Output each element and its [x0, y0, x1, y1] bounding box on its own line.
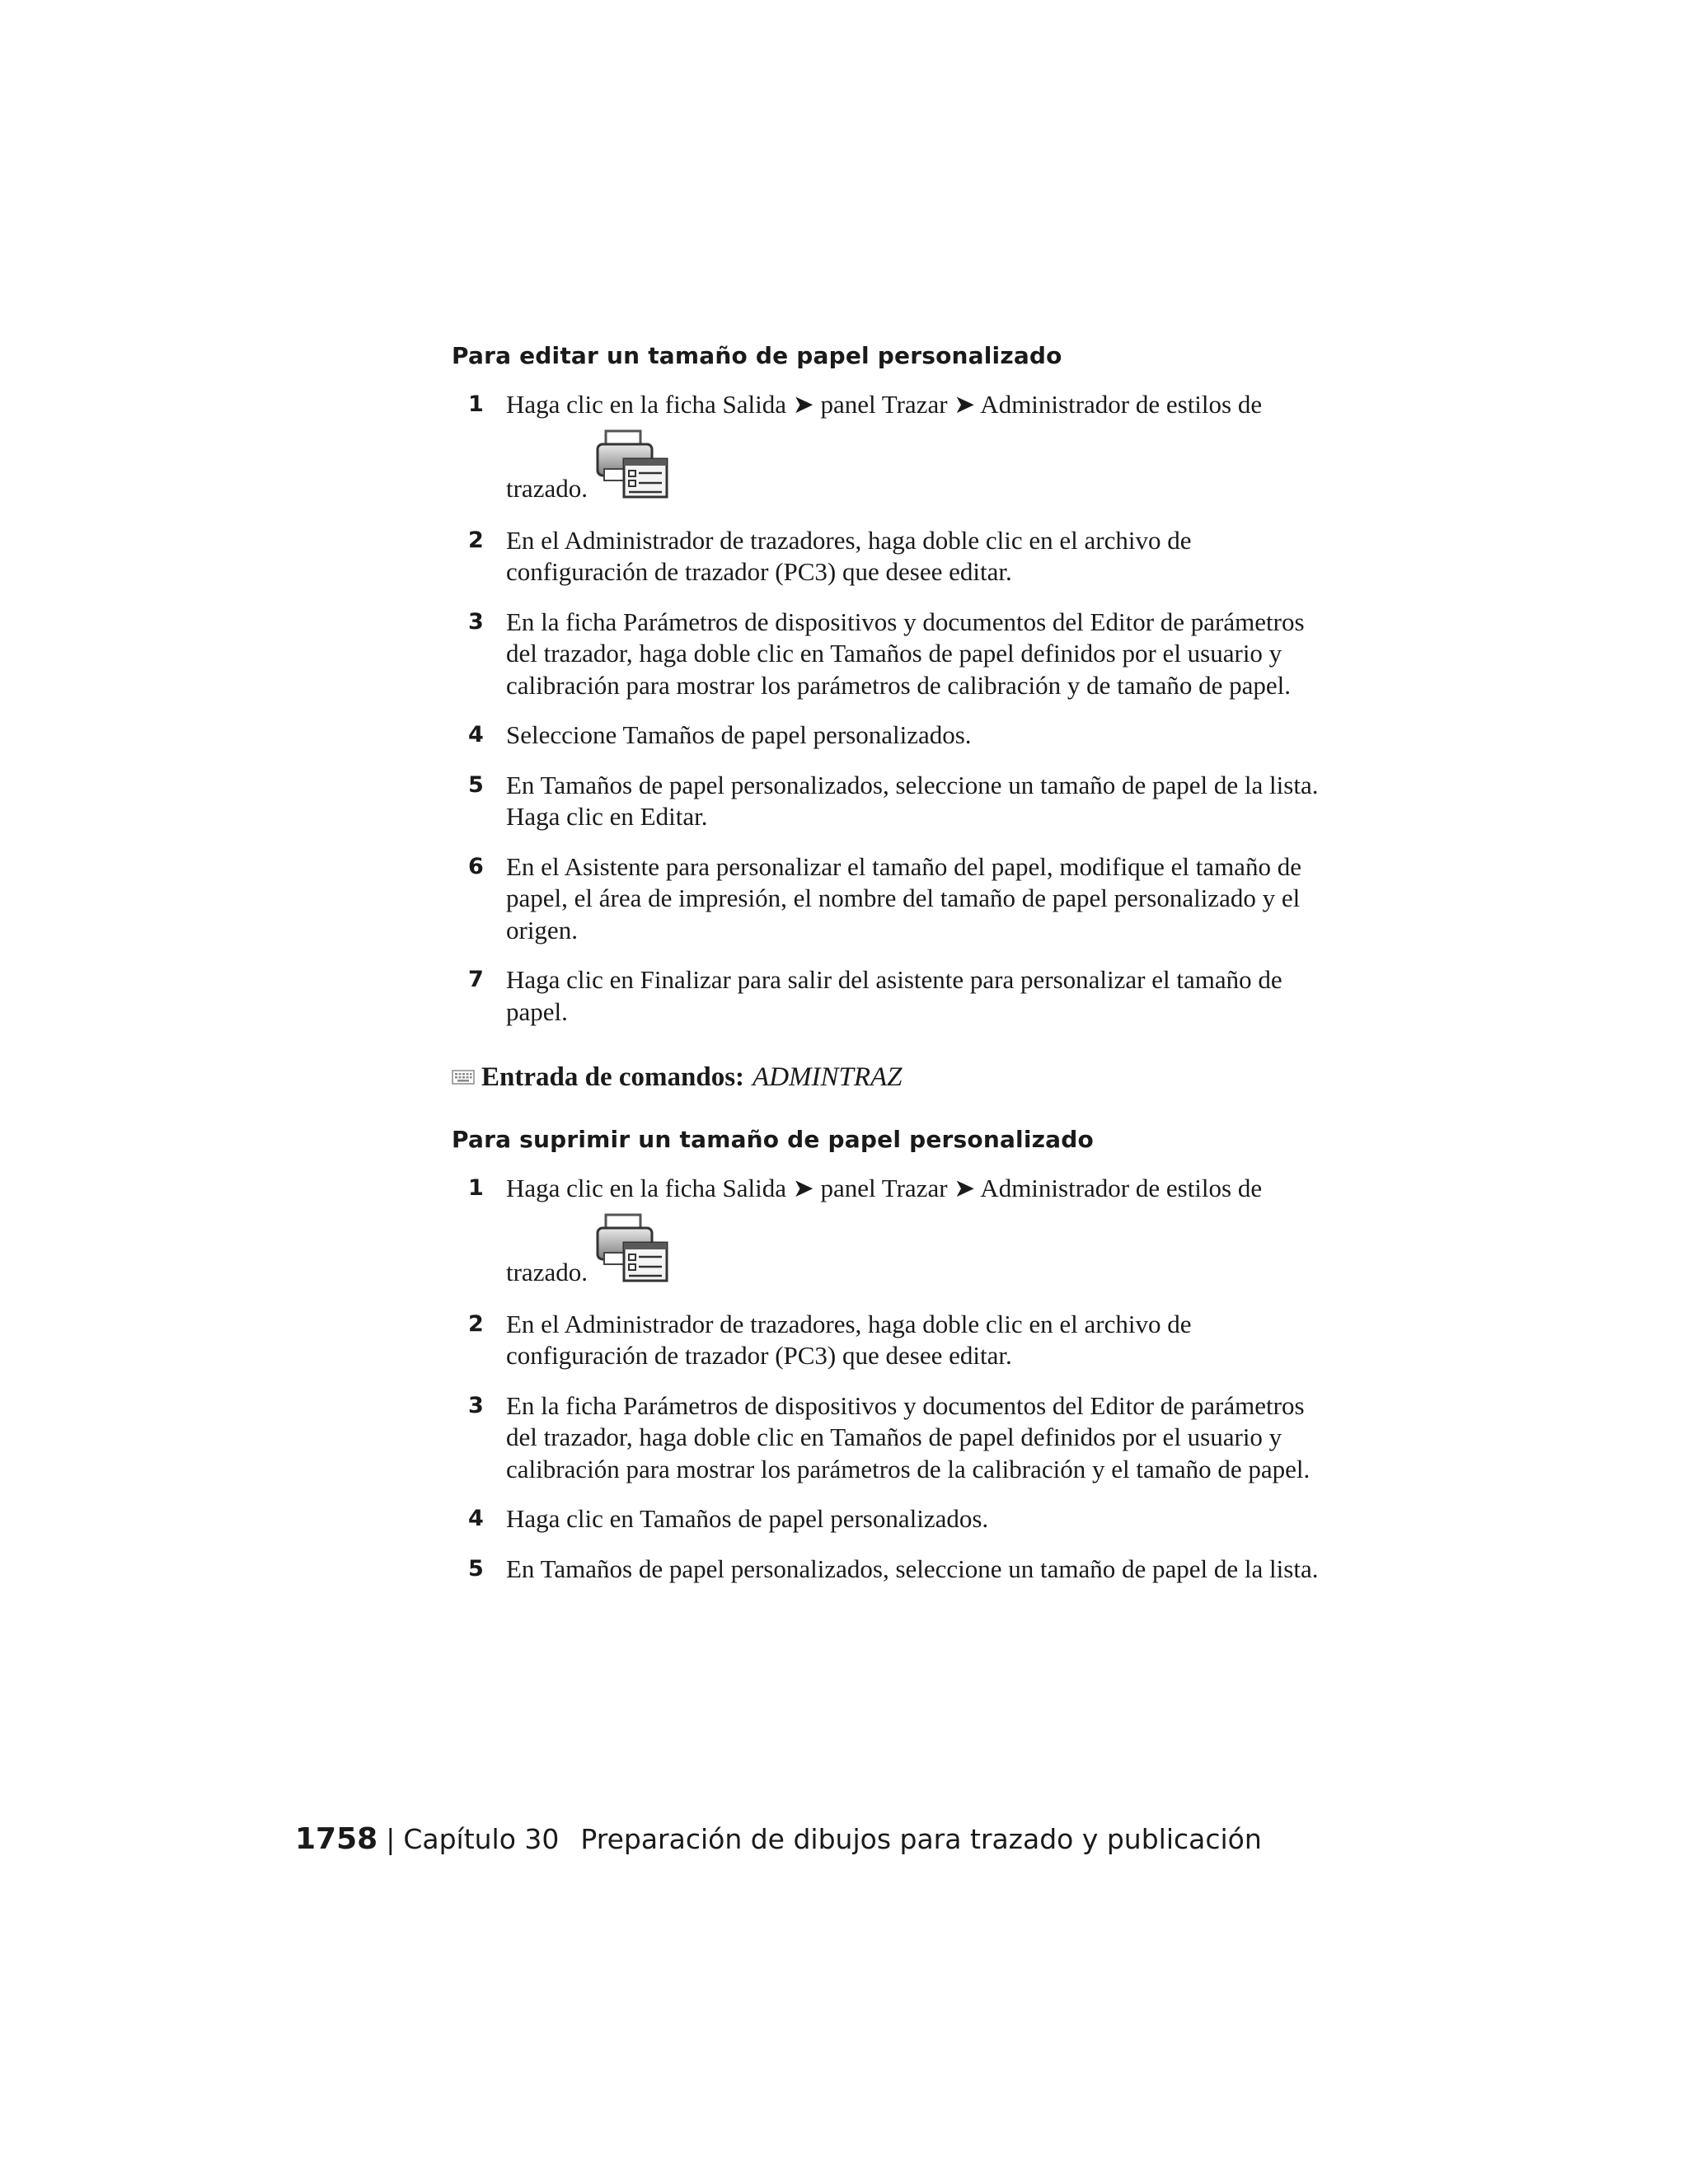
step-number: 1: [468, 1175, 484, 1201]
step-text: En Tamaños de papel personalizados, seleccione un tamaño de papel de la lista.: [506, 1554, 1319, 1583]
command-entry-label: Entrada de comandos:: [481, 1062, 745, 1092]
steps-list-edit: [452, 389, 1335, 1028]
step-number: 3: [468, 608, 484, 635]
step-text: Haga clic en la ficha Salida ➤ panel Trazar ➤ Administrador de estilos de: [506, 390, 1263, 419]
step-item: [452, 1173, 1335, 1291]
step-number: 4: [468, 722, 484, 748]
step-text: Haga clic en la ficha Salida ➤ panel Trazar ➤ Administrador de estilos de: [506, 1174, 1263, 1202]
step-number: 4: [468, 1506, 484, 1531]
section-heading-delete: Para suprimir un tamaño de papel personalizado: [452, 1126, 1094, 1153]
step-text: Seleccione Tamaños de papel personalizados.: [506, 720, 972, 749]
step-item: [452, 1554, 1335, 1586]
step-number: 1: [468, 391, 484, 417]
step-text-tail: trazado.: [506, 1258, 588, 1286]
step-number: 5: [468, 1555, 484, 1582]
step-text: En Tamaños de papel personalizados, seleccione un tamaño de papel de la lista. Haga clic en Editar.: [506, 770, 1319, 831]
footer-separator: |: [386, 1823, 396, 1855]
command-entry-value: ADMINTRAZ: [753, 1062, 903, 1092]
section-heading-edit: Para editar un tamaño de papel personalizado: [452, 342, 1062, 369]
step-text: En la ficha Parámetros de dispositivos y documentos del Editor de parámetros del trazador, haga doble clic en Tamaños de papel definidos por el usuario y calibración para mostrar los parámetros de calibración y de tamaño de papel.: [506, 607, 1305, 700]
plotter-style-manager-icon[interactable]: [594, 1210, 670, 1286]
page-number: 1758: [295, 1822, 378, 1856]
page-footer: [295, 1821, 1262, 1858]
step-text: Haga clic en Finalizar para salir del asistente para personalizar el tamaño de papel.: [506, 965, 1282, 1026]
step-number: 6: [468, 853, 484, 879]
step-item: [452, 964, 1335, 1028]
step-item: [452, 851, 1335, 947]
command-entry: [452, 1061, 1335, 1094]
keyboard-icon: [452, 1069, 475, 1085]
step-item: [452, 389, 1335, 507]
step-number: 5: [468, 771, 484, 798]
steps-list-delete: [452, 1173, 1335, 1585]
step-icon-line: [506, 426, 1335, 507]
step-text-tail: trazado.: [506, 474, 588, 503]
step-text: Haga clic en Tamaños de papel personalizados.: [506, 1504, 989, 1533]
step-number: 2: [468, 527, 484, 553]
footer-chapter: Capítulo 30: [403, 1823, 560, 1855]
step-number: 7: [468, 967, 484, 992]
step-text: En el Administrador de trazadores, haga doble clic en el archivo de configuración de trazador (PC3) que desee editar.: [506, 1309, 1192, 1370]
step-item: [452, 607, 1335, 702]
step-number: 2: [468, 1310, 484, 1337]
step-item: [452, 525, 1335, 588]
step-number: 3: [468, 1392, 484, 1418]
step-text: En el Asistente para personalizar el tamaño del papel, modifique el tamaño de papel, el área de impresión, el nombre del tamaño de papel personalizado y el origen.: [506, 851, 1301, 944]
footer-chapter-title: Preparación de dibujos para trazado y publicación: [580, 1823, 1262, 1855]
step-text: En la ficha Parámetros de dispositivos y documentos del Editor de parámetros del trazador, haga doble clic en Tamaños de papel definidos por el usuario y calibración para mostrar los parámetros de la calibración y el tamaño de papel.: [506, 1390, 1311, 1483]
step-item: [452, 719, 1335, 752]
step-item: [452, 770, 1335, 833]
step-item: [452, 1503, 1335, 1535]
step-icon-line: [506, 1210, 1335, 1291]
step-text: En el Administrador de trazadores, haga doble clic en el archivo de configuración de trazador (PC3) que desee editar.: [506, 525, 1192, 586]
step-item: [452, 1309, 1335, 1372]
plotter-style-manager-icon[interactable]: [594, 426, 670, 502]
step-item: [452, 1390, 1335, 1486]
page-content: [452, 340, 1335, 1603]
